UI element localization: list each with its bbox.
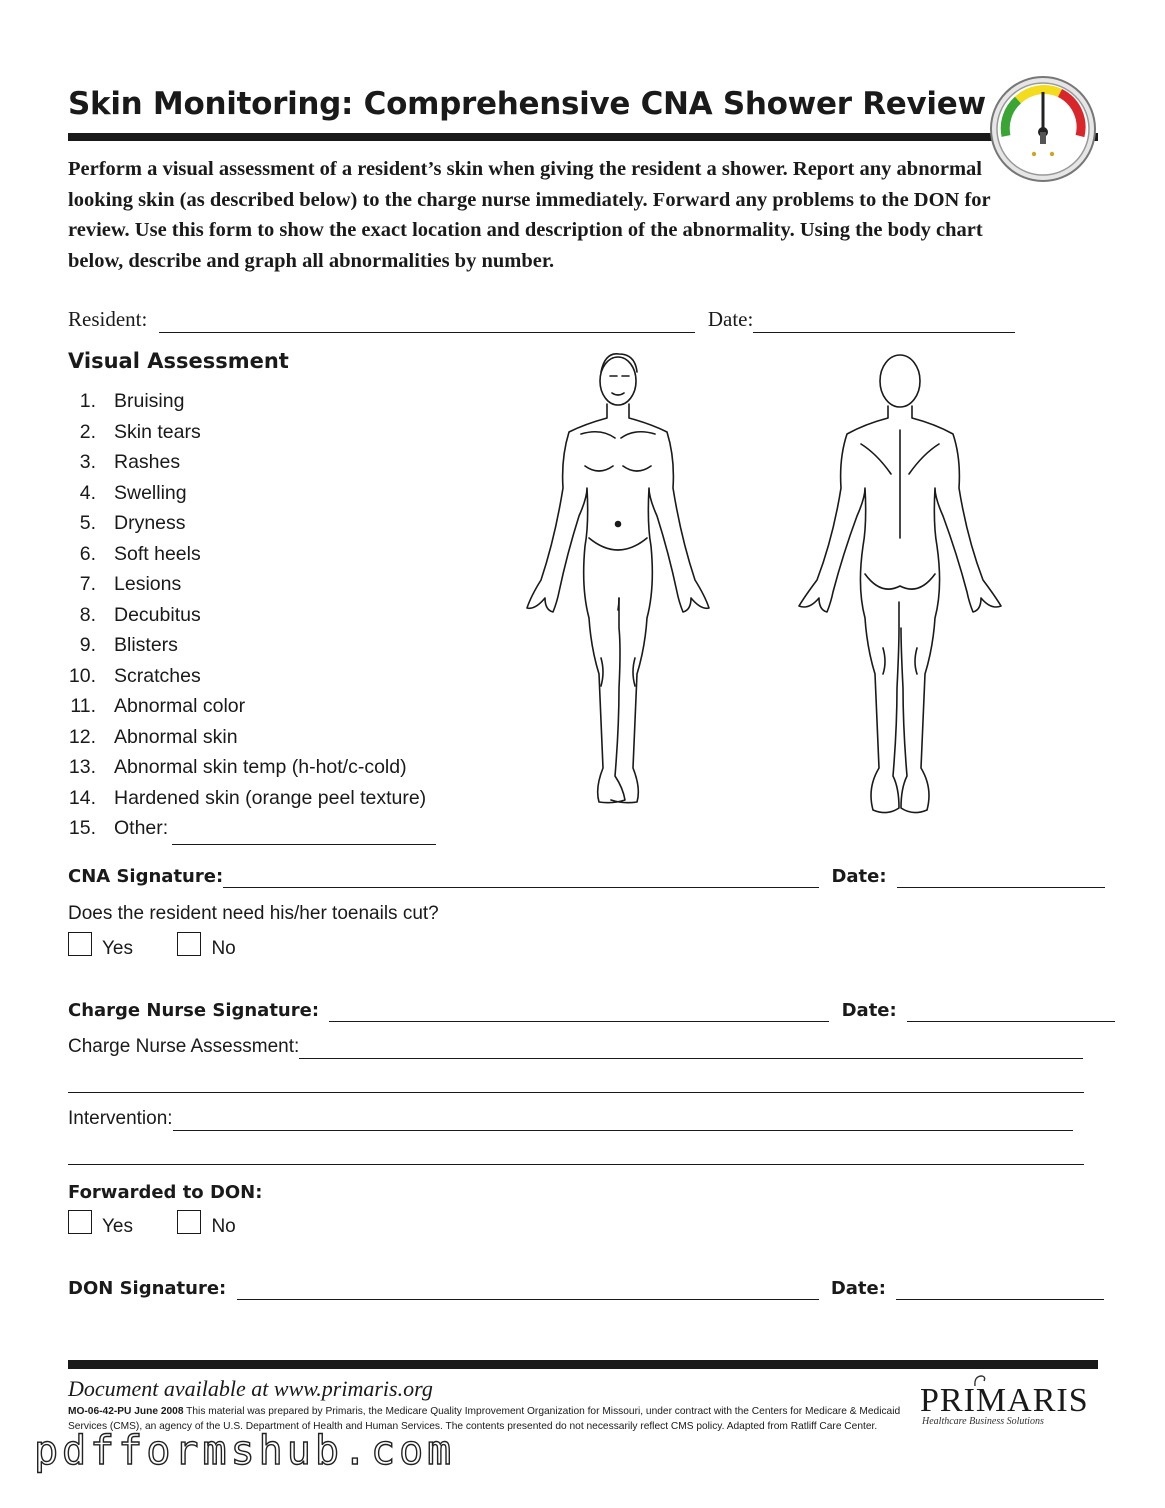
forwarded-no-checkbox[interactable]	[177, 1210, 201, 1234]
document-availability: Document available at www.primaris.org	[68, 1376, 433, 1401]
list-item: 1. Bruising	[79, 390, 185, 412]
intervention-line-2[interactable]	[68, 1164, 1084, 1165]
charge-nurse-assessment-field[interactable]	[299, 1036, 1083, 1059]
don-date-label: Date:	[830, 1278, 886, 1299]
forwarded-no-label: No	[211, 1216, 236, 1237]
forwarded-options	[68, 1210, 236, 1238]
toenails-yes-label: Yes	[102, 938, 133, 959]
don-date-field[interactable]	[896, 1278, 1104, 1300]
forwarded-heading: Forwarded to DON:	[68, 1182, 263, 1203]
visual-assessment-heading: Visual Assessment	[68, 349, 289, 373]
list-item: 6. Soft heels	[79, 542, 201, 565]
don-signature-row	[68, 1278, 1104, 1300]
list-item: 9. Blisters	[79, 634, 178, 656]
cna-signature-label: CNA Signature:	[68, 866, 224, 887]
body-chart[interactable]	[515, 348, 1035, 828]
toenails-options	[68, 932, 236, 960]
don-signature-label: DON Signature:	[68, 1278, 227, 1299]
list-item: 14. Hardened skin (orange peel texture)	[68, 786, 427, 809]
cna-signature-field[interactable]	[223, 866, 819, 888]
charge-nurse-assessment-line-2[interactable]	[68, 1092, 1084, 1093]
resident-field[interactable]	[159, 307, 695, 333]
resident-label: Resident:	[68, 307, 148, 331]
list-item: 3. Rashes	[79, 451, 181, 473]
swirl-icon	[972, 1374, 988, 1388]
list-item: 5. Dryness	[79, 512, 186, 534]
footer-rule	[68, 1360, 1098, 1369]
toenails-question: Does the resident need his/her toenails cut?	[68, 903, 439, 924]
list-item: 11. Abnormal color	[70, 695, 246, 717]
don-signature-field[interactable]	[237, 1278, 819, 1300]
list-item: 10. Scratches	[68, 664, 201, 687]
date-label: Date:	[707, 307, 754, 331]
resident-row	[68, 307, 1015, 333]
charge-nurse-date-field[interactable]	[907, 1000, 1115, 1022]
back-body-figure	[799, 355, 1001, 813]
toenails-no-label: No	[211, 938, 236, 959]
list-item: 2. Skin tears	[79, 420, 201, 443]
intervention-row	[68, 1108, 1073, 1131]
charge-nurse-assessment-label: Charge Nurse Assessment:	[68, 1036, 300, 1057]
list-item: 13. Abnormal skin temp (h-hot/c-cold)	[68, 756, 407, 778]
charge-nurse-signature-label: Charge Nurse Signature:	[68, 1000, 320, 1021]
cna-date-field[interactable]	[897, 866, 1105, 888]
disclaimer-text: This material was prepared by Primaris, the Medicare Quality Improvement Organization for Missouri, under contract with the Centers for Medicare & Medicaid Services (CMS), an agency of the U.S. Department of Health and Human Services. The contents presented do not necessarily reflect CMS policy. Adapted from Ratliff Care Center.	[68, 1406, 901, 1432]
date-field[interactable]	[753, 307, 1015, 333]
list-item: 4. Swelling	[79, 481, 187, 504]
instructions-paragraph: Perform a visual assessment of a resident’s skin when giving the resident a shower. Report any abnormal looking skin (as described below) to the charge nurse immediately. Forward any problems to the DON for review. Use this form to show the exact location and description of the abnormality. Using the body chart below, describe and graph all abnormalities by number.	[68, 158, 991, 272]
title-rule	[68, 133, 1098, 141]
charge-nurse-assessment-row	[68, 1036, 1083, 1059]
forwarded-yes-label: Yes	[102, 1216, 133, 1237]
logo-tagline: Healthcare Business Solutions	[922, 1416, 1044, 1427]
list-item: 8. Decubitus	[79, 603, 201, 626]
forwarded-yes-checkbox[interactable]	[68, 1210, 92, 1234]
visual-assessment-list	[68, 386, 436, 844]
other-field[interactable]	[172, 813, 436, 845]
form-code: MO-06-42-PU June 2008	[68, 1406, 184, 1417]
logo-wordmark: PRIMARIS	[920, 1382, 1089, 1419]
charge-nurse-date-label: Date:	[841, 1000, 897, 1021]
cna-signature-row	[68, 866, 1105, 888]
intervention-label: Intervention:	[68, 1108, 173, 1129]
primaris-logo	[920, 1382, 1100, 1427]
list-item: 7. Lesions	[79, 573, 182, 595]
charge-nurse-signature-field[interactable]	[329, 1000, 829, 1022]
cna-date-label: Date:	[831, 866, 887, 887]
toenails-yes-checkbox[interactable]	[68, 932, 92, 956]
watermark: pdfformshub.com	[34, 1428, 456, 1474]
toenails-no-checkbox[interactable]	[177, 932, 201, 956]
charge-nurse-signature-row	[68, 1000, 1115, 1022]
list-item: 15. Other:	[68, 813, 436, 844]
front-body-figure	[527, 354, 709, 803]
intervention-field[interactable]	[173, 1108, 1073, 1131]
list-item: 12. Abnormal skin	[68, 725, 238, 748]
page-title: Skin Monitoring: Comprehensive CNA Shower Review	[68, 86, 986, 122]
